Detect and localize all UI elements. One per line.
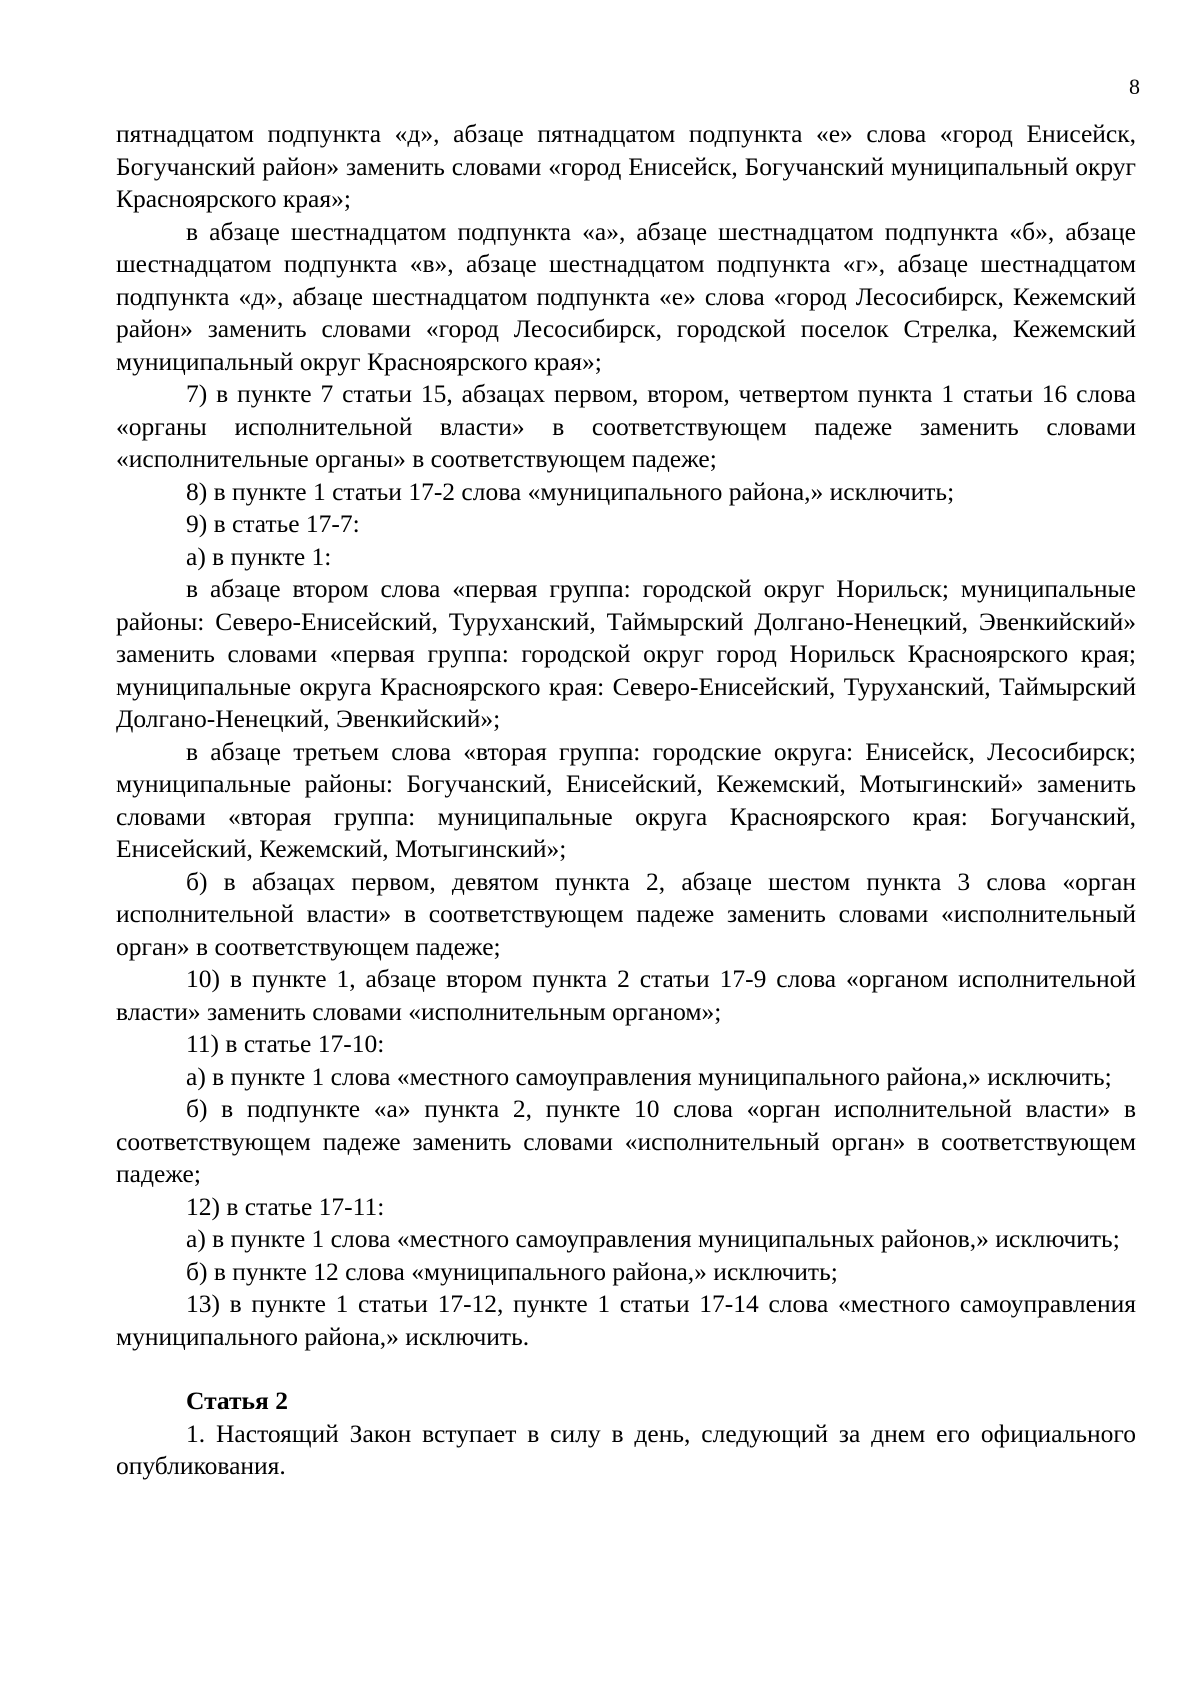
paragraph: а) в пункте 1 слова «местного самоуправления муниципальных районов,» исключить; [186,1224,1120,1253]
paragraph: б) в пункте 12 слова «муниципального района,» исключить; [186,1256,838,1286]
paragraph: 8) в пункте 1 статьи 17-2 слова «муниципального района,» исключить; [186,476,955,506]
paragraph: 7) в пункте 7 статьи 15, абзацах первом, втором, четвертом пункта 1 статьи 16 слова «органы исполнительной власти» в соответствующем падеже заменить словами «исполнительные органы» в соответствующем падеже; [116,379,1136,473]
paragraph: 11) в статье 17-10: [186,1029,385,1058]
paragraph: в абзаце шестнадцатом подпункта «а», абзаце шестнадцатом подпункта «б», абзаце шестнадцатом подпункта «в», абзаце шестнадцатом подпункта «г», абзаце шестнадцатом подпункта «д», абзаце шестнадцатом подпункта «е» слова «город Лесосибирск, Кежемский район» заменить словами «город Лесосибирск, городской поселок Стрелка, Кежемский муниципальный округ Красноярского края»; [116,216,1136,376]
paragraph: 10) в пункте 1, абзаце втором пункта 2 статьи 17-9 слова «органом исполнительной власти» заменить словами «исполнительным органом»; [116,964,1136,1026]
paragraph: б) в подпункте «а» пункта 2, пункте 10 слова «орган исполнительной власти» в соответствующем падеже заменить словами «исполнительный орган» в соответствующем падеже; [116,1094,1136,1188]
document-body [116,118,1136,1483]
paragraph: в абзаце втором слова «первая группа: городской округ Норильск; муниципальные районы: Северо-Енисейский, Туруханский, Таймырский Долгано-Ненецкий, Эвенкийский» заменить словами «первая группа: городской округ город Норильск Красноярского края; муниципальные округа Красноярского края: Северо-Енисейский, Туруханский, Таймырский Долгано-Ненецкий, Эвенкийский»; [116,574,1136,733]
paragraph: 9) в статье 17-7: [186,509,360,538]
paragraph: в абзаце третьем слова «вторая группа: городские округа: Енисейск, Лесосибирск; муниципальные районы: Богучанский, Енисейский, Кежемский, Мотыгинский» заменить словами «вторая группа: муниципальные округа Красноярского края: Богучанский, Енисейский, Кежемский, Мотыгинский»; [116,736,1136,863]
page-number: 8 [1129,74,1140,99]
section-spacer [116,1353,1136,1385]
paragraph: пятнадцатом подпункта «д», абзаце пятнадцатом подпункта «е» слова «город Енисейск, Богучанский район» заменить словами «город Енисейск, Богучанский муниципальный округ Красноярского края»; [116,119,1136,213]
paragraph: а) в пункте 1 слова «местного самоуправления муниципального района,» исключить; [186,1061,1112,1091]
paragraph: а) в пункте 1: [186,541,332,571]
paragraph: 13) в пункте 1 статьи 17-12, пункте 1 статьи 17-14 слова «местного самоуправления муниципального района,» исключить. [116,1289,1136,1351]
article-heading: Статья 2 [186,1386,288,1415]
paragraph: б) в абзацах первом, девятом пункта 2, абзаце шестом пункта 3 слова «орган исполнительной власти» в соответствующем падеже заменить словами «исполнительный орган» в соответствующем падеже; [116,866,1136,961]
paragraph: 1. Настоящий Закон вступает в силу в день, следующий за днем его официального опубликования. [116,1418,1136,1480]
paragraph: 12) в статье 17-11: [186,1191,385,1221]
